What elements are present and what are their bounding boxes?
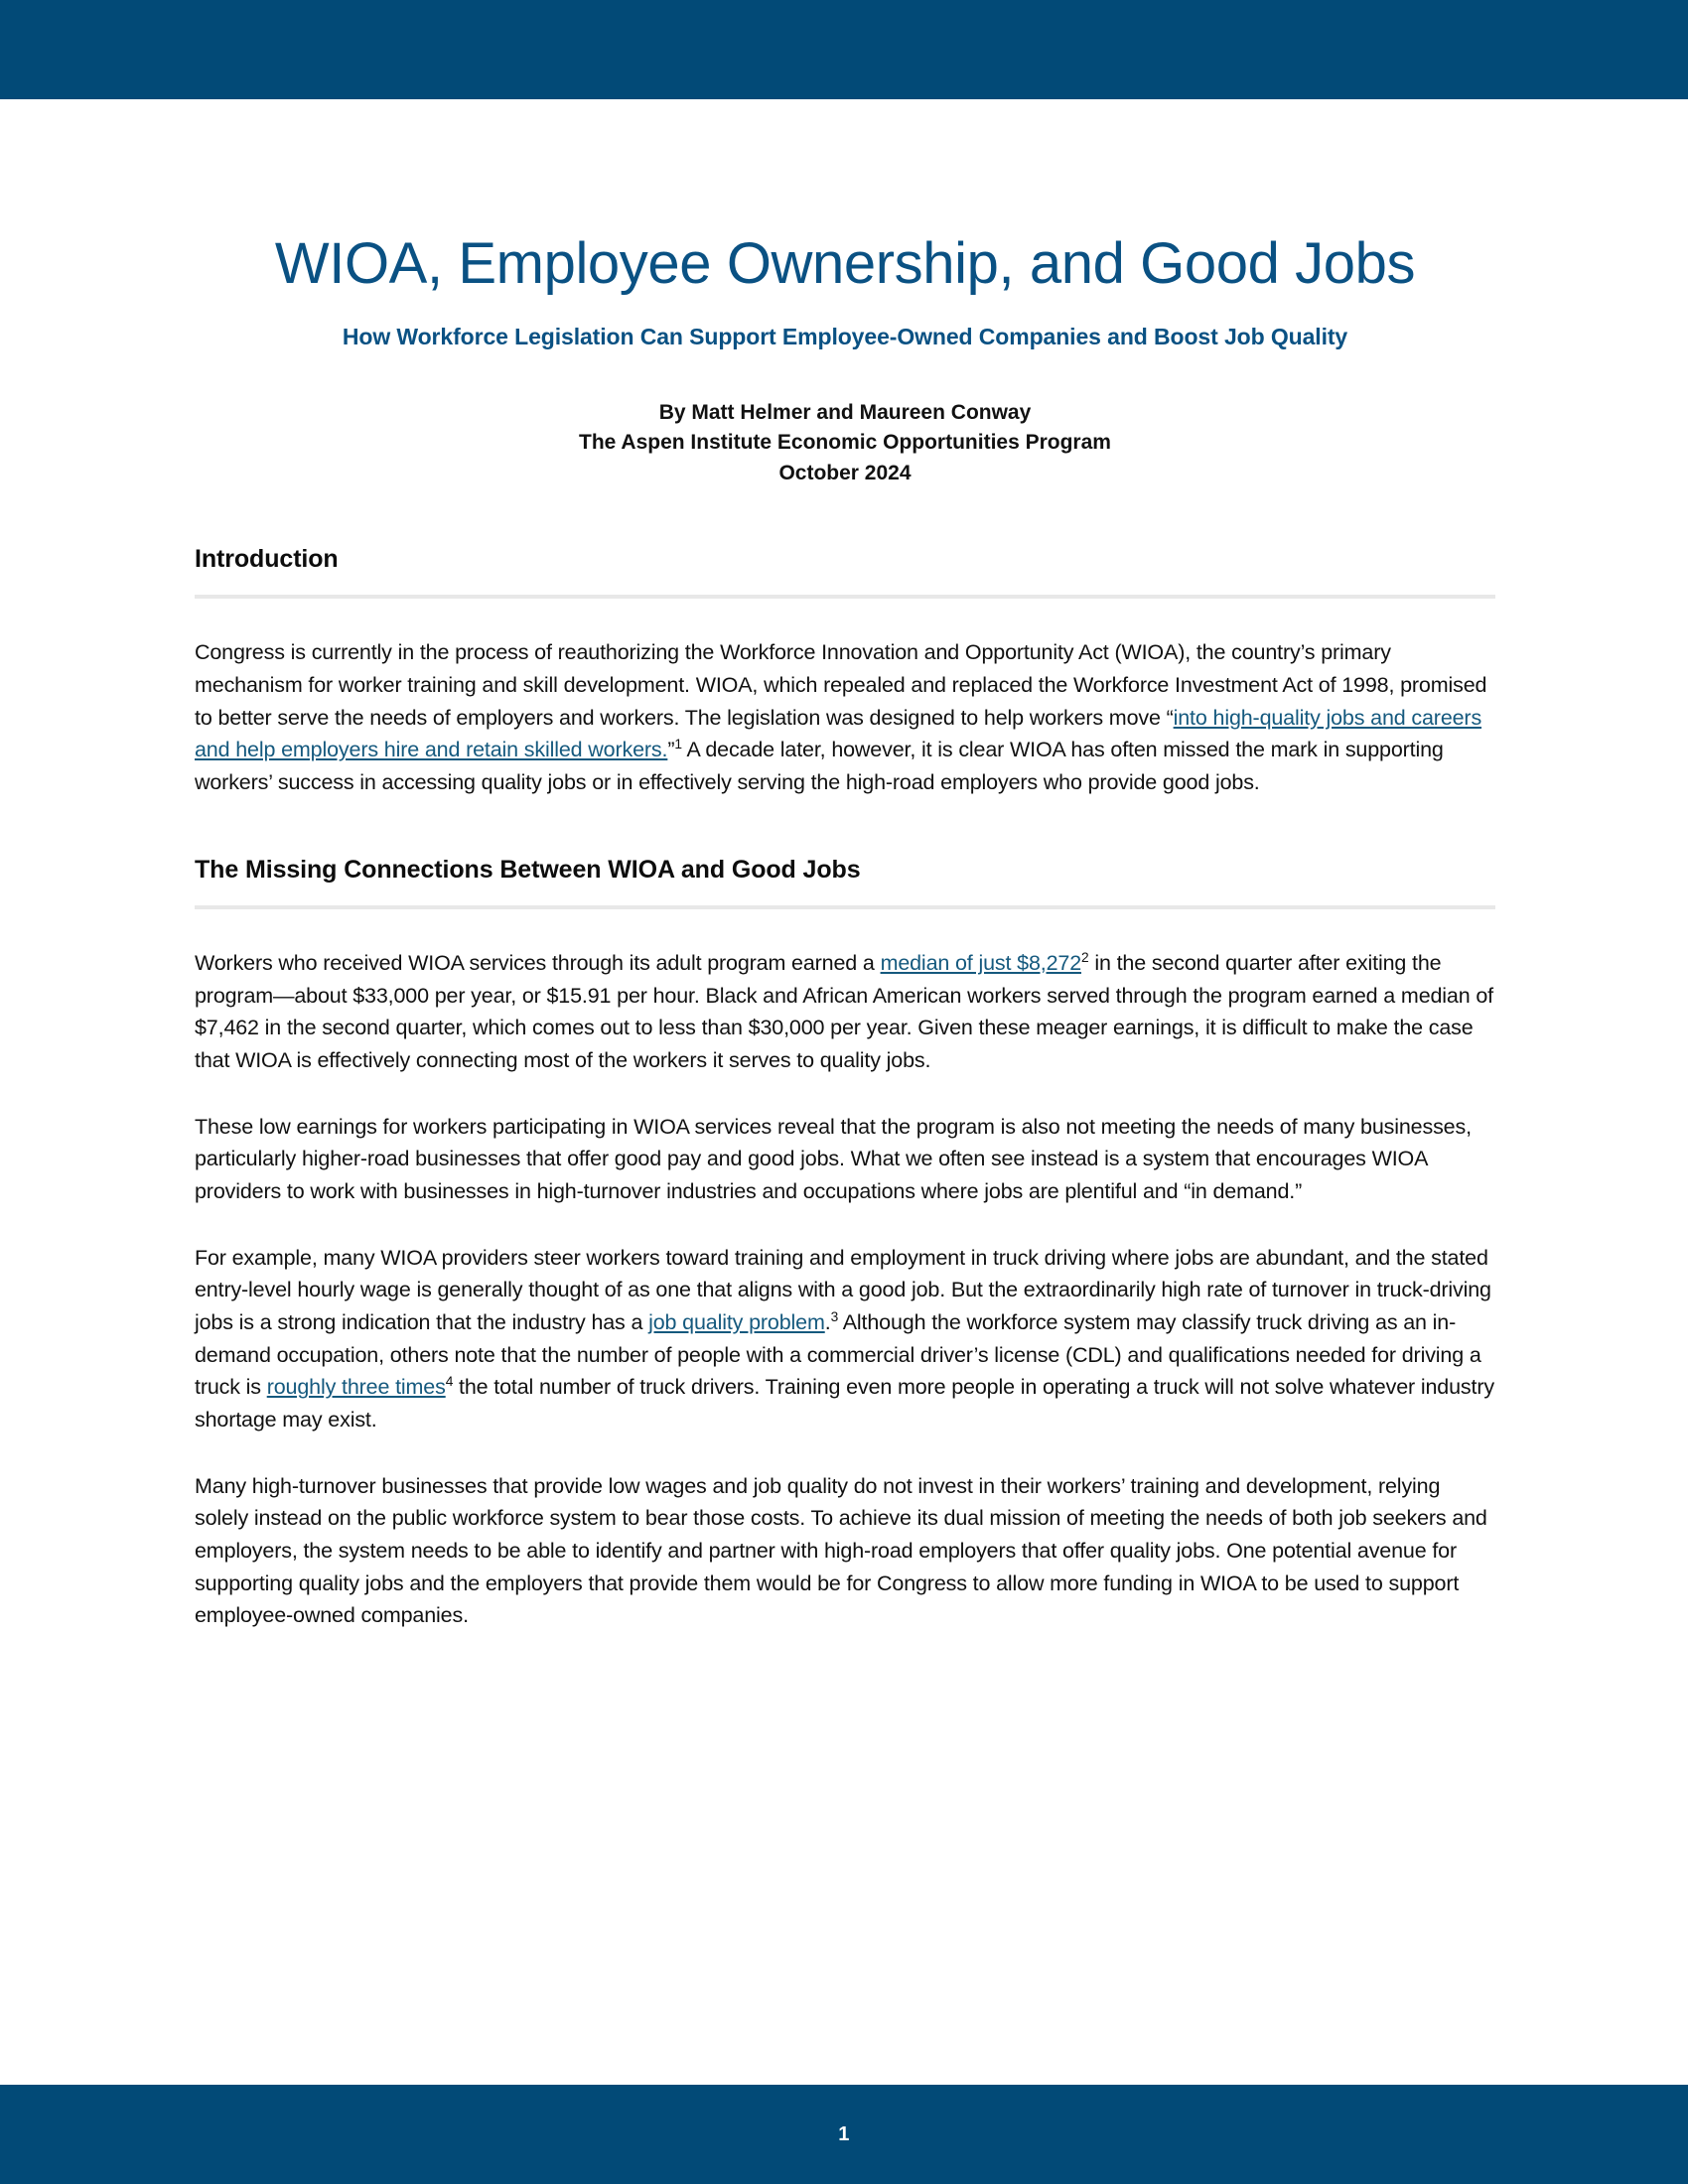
document-subtitle: How Workforce Legislation Can Support Employee-Owned Companies and Boost Job Quality [342, 323, 1348, 349]
body-paragraph [195, 947, 1495, 1077]
body-text-run: A decade later, however, it is clear WIOA has often missed the mark in supporting workers’ success in accessing quality jobs or in effectively serving the high-road employers who provide good jobs. [195, 738, 1444, 795]
body-paragraph [195, 1242, 1495, 1436]
footnote-marker[interactable]: 4 [445, 1374, 454, 1390]
footnote-marker[interactable]: 3 [830, 1308, 839, 1324]
body-paragraph [195, 1470, 1495, 1632]
body-text-run: For example, many WIOA providers steer workers toward training and employment in truck driving where jobs are abundant, and the stated entry-level hourly wage is generally thought of as one that aligns with a good job. But the extraordinarily high rate of turnover in truck-driving jobs is a strong indication that the industry has a [195, 1245, 1491, 1335]
footnote-marker[interactable]: 1 [674, 737, 682, 752]
document-title: WIOA, Employee Ownership, and Good Jobs [274, 231, 1416, 296]
body-hyperlink[interactable]: median of just $8,272 [880, 951, 1081, 976]
body-text-run: Congress is currently in the process of reauthorizing the Workforce Innovation and Opportunity Act (WIOA), the country’s primary mechanism for worker training and skill development. WIOA, which repealed and replaced the Workforce Investment Act of 1998, promised to better serve the needs of employers and workers. The legislation was designed to help workers move “ [195, 640, 1487, 730]
body-text-run: the total number of truck drivers. Training even more people in operating a truck will not solve whatever industry shortage may exist. [195, 1375, 1494, 1433]
byline-authors: By Matt Helmer and Maureen Conway [658, 400, 1032, 424]
byline-organization: The Aspen Institute Economic Opportunities Program [579, 431, 1111, 455]
page-number: 1 [838, 2123, 850, 2145]
body-hyperlink[interactable]: into high-quality jobs and careers and help employers hire and retain skilled workers. [195, 705, 1482, 762]
byline-date: October 2024 [778, 461, 912, 484]
body-text-run: . [824, 1310, 831, 1335]
footer-brand-bar [0, 2085, 1688, 2184]
body-paragraph [195, 636, 1495, 798]
section-divider [195, 905, 1495, 909]
body-text-run: Although the workforce system may classify truck driving as an in-demand occupation, others note that the number of people with a commercial driver’s license (CDL) and qualifications needed for driving a truck is [195, 1310, 1481, 1400]
section-heading: The Missing Connections Between WIOA and Good Jobs [195, 855, 861, 884]
document-content [195, 99, 1495, 1632]
section-heading: Introduction [195, 545, 339, 574]
header-brand-bar [0, 0, 1688, 99]
title-block [195, 99, 1495, 488]
section-heading-wrapper [195, 855, 1495, 909]
sections-container [195, 544, 1495, 1632]
body-hyperlink[interactable]: roughly three times [266, 1375, 446, 1400]
body-text-run: These low earnings for workers participating in WIOA services reveal that the program is also not meeting the needs of many businesses, particularly higher-road businesses that offer good pay and good jobs. What we often see instead is a system that encourages WIOA providers to work with businesses in high-turnover industries and occupations where jobs are plentiful and “in demand.” [195, 1114, 1472, 1204]
body-hyperlink[interactable]: job quality problem [648, 1310, 825, 1335]
footnote-marker[interactable]: 2 [1081, 949, 1089, 965]
body-text-run: in the second quarter after exiting the program—about $33,000 per year, or $15.91 per hour. Black and African American workers served through the program earned a median of $7,462 in the second quarter, which comes out to less than $30,000 per year. Given these meager earnings, it is difficult to make the case that WIOA is effectively connecting most of the workers it serves to quality jobs. [195, 951, 1494, 1073]
section-heading-wrapper [195, 544, 1495, 599]
section-divider [195, 595, 1495, 599]
document-section [195, 544, 1495, 799]
body-text-run: Many high-turnover businesses that provide low wages and job quality do not invest in their workers’ training and development, relying solely instead on the public workforce system to bear those costs. To achieve its dual mission of meeting the needs of both job seekers and employers, the system needs to be able to identify and partner with high-road employers that offer quality jobs. One potential avenue for supporting quality jobs and the employers that provide them would be for Congress to allow more funding in WIOA to be used to support employee-owned companies. [195, 1473, 1487, 1628]
byline-block [195, 398, 1495, 488]
document-section [195, 855, 1495, 1632]
body-text-run: ” [667, 738, 675, 762]
body-paragraph [195, 1111, 1495, 1208]
body-text-run: Workers who received WIOA services through its adult program earned a [195, 951, 881, 976]
